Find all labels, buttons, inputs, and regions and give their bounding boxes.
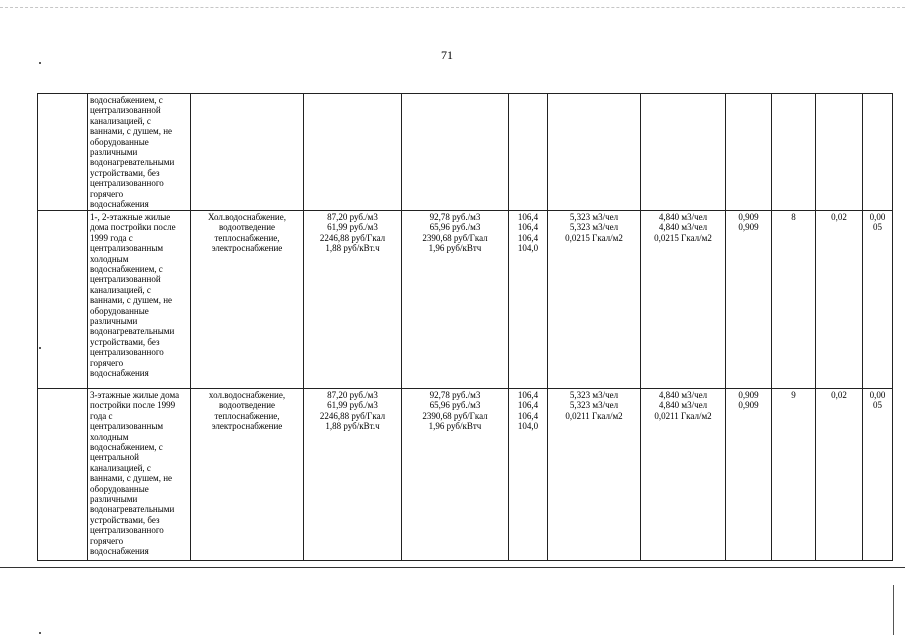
cell-line: теплоснабжение, (214, 410, 280, 421)
empty-cell (38, 389, 88, 561)
cell-line: канализацией, с (90, 115, 151, 126)
cell-line: 106,4 (517, 400, 539, 411)
number-cell: 8 (772, 211, 816, 389)
tariff-a-cell (304, 211, 402, 389)
cell-line: централизованного (90, 178, 164, 189)
cell-line: 4,840 м3/чел (658, 212, 708, 222)
number-cell: 9 (772, 389, 816, 561)
cell-line: различными (90, 147, 138, 158)
cell-line: ваннами, с душем, не (90, 126, 173, 137)
cell-line: водоснабжением, с (90, 95, 163, 105)
cell-line: горячего (90, 535, 124, 546)
cell-line: 87,20 руб./м3 (327, 212, 378, 222)
cell-line: 104,0 (517, 243, 539, 254)
table-row (38, 211, 893, 389)
cell-line: 2390,68 руб/Гкал (422, 410, 488, 421)
cell-line: 0,0211 Гкал/м2 (654, 410, 712, 421)
value2-cell (863, 94, 893, 211)
services-cell (191, 211, 304, 389)
cell-line: дома постройки после (90, 222, 176, 233)
cell-line: централизованной (90, 105, 161, 116)
cell-line: 1999 года с (90, 232, 133, 243)
cell-line: 65,96 руб./м3 (429, 222, 481, 233)
cell-line: 61,99 руб./м3 (327, 222, 378, 233)
cell-line: централизованного (90, 525, 164, 536)
cell-line: 106,4 (517, 410, 539, 421)
value1-cell: 0,02 (816, 211, 863, 389)
cell-line: оборудованные (90, 305, 149, 316)
cell-line: постройки после 1999 (90, 400, 176, 411)
cell-line: водоотведение (218, 222, 276, 233)
cell-line: теплоснабжение, (214, 232, 280, 243)
cell-line: 2390,68 руб/Гкал (422, 232, 488, 243)
cell-line: 0,909 (738, 212, 759, 222)
cell-line: 0,0215 Гкал/м2 (654, 232, 712, 243)
cell-line: 4,840 м3/чел (658, 222, 708, 233)
cell-line: 92,78 руб./м3 (429, 390, 481, 400)
cell-line: водоснабжения (90, 199, 149, 210)
value1-cell (816, 94, 863, 211)
value1-cell: 0,02 (816, 389, 863, 561)
coefficient-cell (726, 211, 772, 389)
empty-cell (38, 94, 88, 211)
tariff-table (37, 93, 893, 561)
cell-line: центральной (90, 452, 139, 463)
cell-line: водонагревательными (90, 326, 175, 337)
norm-b-cell (641, 389, 726, 561)
cell-line: горячего (90, 357, 124, 368)
description-cell (88, 389, 191, 561)
cell-line: устройствами, без (90, 514, 160, 525)
cell-line: канализацией, с (90, 462, 151, 473)
tariff-b-cell (402, 211, 509, 389)
tariff-a-cell (304, 389, 402, 561)
cell-line: года с (90, 410, 113, 421)
norm-b-cell (641, 94, 726, 211)
cell-line: водоснабжения (90, 546, 149, 557)
tariff-b-cell (402, 94, 509, 211)
cell-line: 106,4 (517, 212, 539, 222)
cell-line: 92,78 руб./м3 (429, 212, 481, 222)
cell-line: ваннами, с душем, не (90, 295, 173, 306)
cell-line: 0,0211 Гкал/м2 (565, 410, 623, 421)
cell-line: 0,909 (738, 222, 759, 233)
cell-line: устройствами, без (90, 336, 160, 347)
cell-line: 104,0 (517, 421, 539, 432)
value2-cell (863, 389, 893, 561)
index-cell (509, 211, 548, 389)
cell-line: 1,96 руб/кВтч (428, 243, 482, 254)
description-cell (88, 94, 191, 211)
cell-line: оборудованные (90, 483, 149, 494)
cell-line: 1,88 руб/кВт.ч (325, 243, 380, 254)
cell-line: 2246,88 руб/Гкал (319, 410, 386, 421)
services-cell (191, 389, 304, 561)
cell-line: водонагревательными (90, 157, 175, 168)
cell-line: холодным (90, 431, 129, 442)
cell-line: 05 (873, 400, 882, 411)
cell-line: холодным (90, 253, 129, 264)
cell-line: ваннами, с душем, не (90, 473, 173, 484)
cell-line: 2246,88 руб/Гкал (319, 232, 386, 243)
cell-line: 05 (873, 222, 882, 233)
norm-b-cell (641, 211, 726, 389)
cell-line: 1,88 руб/кВт.ч (325, 421, 380, 432)
norm-a-cell (548, 211, 641, 389)
cell-line: 65,96 руб./м3 (429, 400, 481, 411)
empty-cell (38, 211, 88, 389)
cell-line: 61,99 руб./м3 (327, 400, 378, 411)
cell-line: водоснабжения (90, 368, 149, 379)
cell-line: электроснабжение (211, 421, 283, 432)
scan-artifact-line (0, 7, 905, 9)
tariff-b-cell (402, 389, 509, 561)
cell-line: 5,323 м3/чел (569, 222, 619, 233)
cell-line: централизованного (90, 347, 164, 358)
margin-tick (893, 585, 894, 635)
cell-line: 0,909 (738, 400, 759, 411)
description-cell (88, 211, 191, 389)
norm-a-cell (548, 389, 641, 561)
cell-line: 87,20 руб./м3 (327, 390, 378, 400)
cell-line: канализацией, с (90, 284, 151, 295)
cell-line: различными (90, 316, 138, 327)
cell-line: 5,323 м3/чел (569, 212, 619, 222)
cell-line: электроснабжение (211, 243, 283, 254)
coefficient-cell (726, 389, 772, 561)
margin-speck (39, 632, 41, 634)
index-cell (509, 389, 548, 561)
table-row (38, 94, 893, 211)
cell-line: 3-этажные жилые дома (90, 390, 180, 400)
cell-line: Хол.водоснабжение, (208, 212, 286, 222)
cell-line: 1-, 2-этажные жилые (90, 212, 171, 222)
cell-line: 0,00 (869, 390, 886, 400)
cell-line: 106,4 (517, 390, 539, 400)
cell-line: 0,909 (738, 390, 759, 400)
cell-line: 106,4 (517, 222, 539, 233)
page-number: 71 (441, 48, 453, 62)
norm-a-cell (548, 94, 641, 211)
cell-line: устройствами, без (90, 167, 160, 178)
cell-line: хол.водоснабжение, (208, 390, 286, 400)
cell-line: 5,323 м3/чел (569, 400, 619, 411)
bottom-rule (0, 567, 905, 568)
margin-speck (39, 62, 41, 64)
cell-line: водоотведение (218, 400, 276, 411)
cell-line: водонагревательными (90, 504, 175, 515)
services-cell (191, 94, 304, 211)
value2-cell (863, 211, 893, 389)
cell-line: централизованной (90, 274, 161, 285)
cell-line: водоснабжением, с (90, 442, 163, 453)
tariff-a-cell (304, 94, 402, 211)
coefficient-cell (726, 94, 772, 211)
cell-line: различными (90, 494, 138, 505)
cell-line: 1,96 руб/кВтч (428, 421, 482, 432)
cell-line: горячего (90, 188, 124, 199)
cell-line: оборудованные (90, 136, 149, 147)
cell-line: 0,00 (869, 212, 886, 222)
cell-line: 4,840 м3/чел (658, 390, 708, 400)
index-cell (509, 94, 548, 211)
cell-line: водоснабжением, с (90, 264, 163, 275)
cell-line: 5,323 м3/чел (569, 390, 619, 400)
cell-line: централизованным (90, 421, 164, 432)
cell-line: 4,840 м3/чел (658, 400, 708, 411)
table-row (38, 389, 893, 561)
cell-line: 0,0215 Гкал/м2 (565, 232, 623, 243)
cell-line: 106,4 (517, 232, 539, 243)
number-cell (772, 94, 816, 211)
cell-line: централизованным (90, 243, 164, 254)
